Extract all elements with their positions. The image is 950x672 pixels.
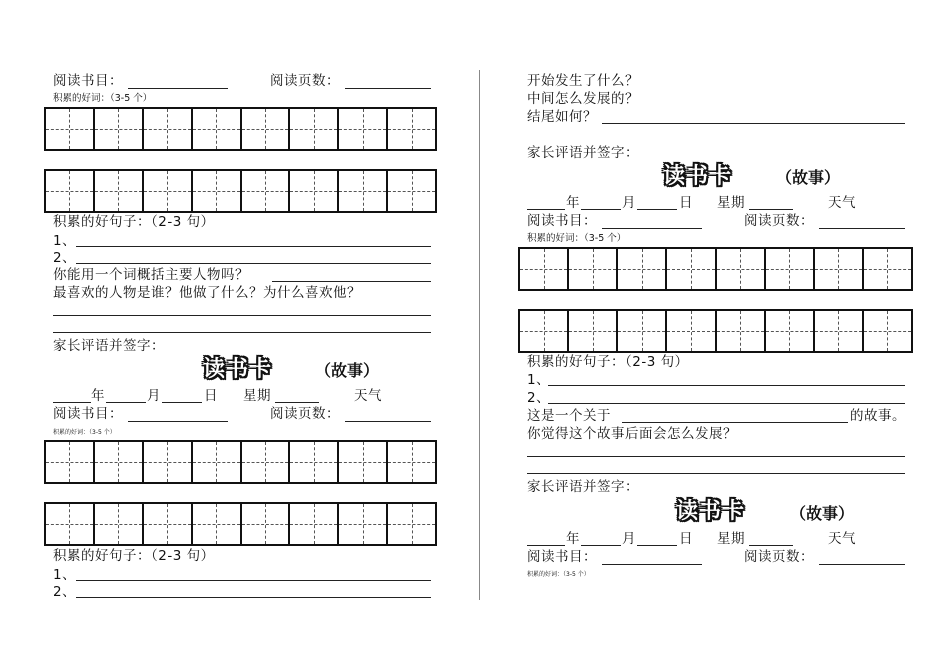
month-line[interactable] [581,545,621,546]
year-line[interactable] [53,402,91,403]
pages-read-line[interactable] [345,421,431,422]
answer-line[interactable] [527,473,905,474]
card-subtitle: （故事） [315,361,380,380]
book-title-label: 阅读书目： [527,213,597,229]
good-sentences-label: 积累的好句子：（2-3 句） [53,214,215,230]
sentence-number: 2、 [527,390,551,406]
book-title-label: 阅读书目： [53,73,123,89]
start-question: 开始发生了什么？ [527,73,639,89]
weekday-line[interactable] [749,209,793,210]
sentence-line[interactable] [548,403,905,404]
good-words-label: 积累的好词：（3-5 个） [53,93,153,104]
weekday-line[interactable] [749,545,793,546]
parent-sign-label: 家长评语并签字： [527,479,639,495]
good-words-label: 积累的好词：（3-5 个） [53,429,116,436]
day-line[interactable] [637,545,677,546]
favorite-question: 最喜欢的人物是谁？他做了什么？为什么喜欢他？ [53,285,361,301]
pages-read-label: 阅读页数： [744,213,814,229]
answer-line[interactable] [272,281,431,282]
weekday-label: 星期 [243,388,271,404]
year-label: 年 [91,388,105,404]
good-words-label: 积累的好词：（3-5 个） [527,571,590,578]
card-subtitle: （故事） [790,504,855,523]
summarize-question: 你能用一个词概括主要人物吗？ [53,267,249,283]
sentence-line[interactable] [76,580,431,581]
pages-read-label: 阅读页数： [270,406,340,422]
weather-label: 天气 [354,388,382,404]
about-line[interactable] [622,422,848,423]
month-label: 月 [147,388,161,404]
pages-read-line[interactable] [819,564,905,565]
word-grid[interactable] [44,502,437,546]
weekday-label: 星期 [717,195,745,211]
about-suffix: 的故事。 [850,408,906,424]
card-title: 读书卡 [676,499,746,524]
month-label: 月 [622,195,636,211]
word-grid[interactable] [44,440,437,484]
column-divider [479,70,480,600]
year-label: 年 [566,531,580,547]
good-sentences-label: 积累的好句子：（2-3 句） [527,354,689,370]
pages-read-label: 阅读页数： [744,549,814,565]
month-line[interactable] [581,209,621,210]
parent-sign-label: 家长评语并签字： [527,145,639,161]
sentence-line[interactable] [76,597,431,598]
word-grid[interactable] [44,169,437,213]
answer-line[interactable] [53,315,431,316]
weekday-label: 星期 [717,531,745,547]
answer-line[interactable] [527,456,905,457]
card-subtitle: （故事） [776,168,841,187]
day-line[interactable] [162,402,202,403]
weekday-line[interactable] [275,402,319,403]
about-prefix: 这是一个关于 [527,408,611,424]
year-line[interactable] [527,209,565,210]
book-title-label: 阅读书目： [527,549,597,565]
day-label: 日 [679,195,693,211]
sentence-line[interactable] [76,246,431,247]
book-title-line[interactable] [602,564,702,565]
sentence-number: 1、 [53,233,77,249]
pages-read-line[interactable] [345,88,431,89]
book-title-line[interactable] [128,88,228,89]
sentence-line[interactable] [76,263,431,264]
good-sentences-label: 积累的好句子：（2-3 句） [53,548,215,564]
day-line[interactable] [637,209,677,210]
weather-label: 天气 [828,531,856,547]
book-title-line[interactable] [602,228,702,229]
book-title-label: 阅读书目： [53,406,123,422]
word-grid[interactable] [44,107,437,151]
weather-label: 天气 [828,195,856,211]
book-title-line[interactable] [128,421,228,422]
middle-question: 中间怎么发展的？ [527,91,639,107]
sentence-number: 2、 [53,250,77,266]
word-grid[interactable] [518,247,913,291]
sentence-number: 1、 [527,372,551,388]
sentence-number: 2、 [53,584,77,600]
card-title: 读书卡 [203,357,273,382]
year-label: 年 [566,195,580,211]
month-line[interactable] [106,402,146,403]
guess-question: 你觉得这个故事后面会怎么发展？ [527,426,737,442]
answer-line[interactable] [602,123,905,124]
month-label: 月 [622,531,636,547]
year-line[interactable] [527,545,565,546]
sentence-line[interactable] [548,385,905,386]
end-question: 结尾如何？ [527,109,597,125]
pages-read-label: 阅读页数： [270,73,340,89]
day-label: 日 [204,388,218,404]
sentence-number: 1、 [53,567,77,583]
good-words-label: 积累的好词：（3-5 个） [527,233,627,244]
card-title: 读书卡 [663,164,733,189]
day-label: 日 [679,531,693,547]
answer-line[interactable] [53,332,431,333]
pages-read-line[interactable] [819,228,905,229]
parent-sign-label: 家长评语并签字： [53,338,165,354]
word-grid[interactable] [518,309,913,353]
